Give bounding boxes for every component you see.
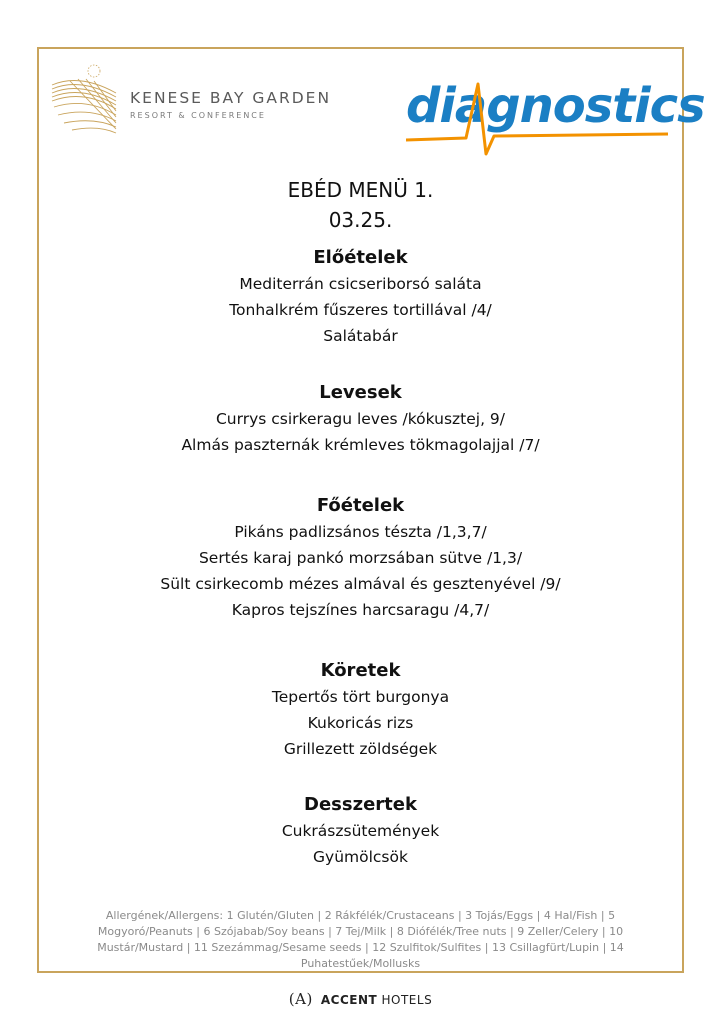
menu-item: Sült csirkecomb mézes almával és gesztenyével /9/ <box>160 575 561 593</box>
section-heading: Köretek <box>320 660 401 681</box>
menu-item: Kapros tejszínes harcsaragu /4,7/ <box>231 601 490 619</box>
diagnostics-logo <box>406 78 705 157</box>
menu-date: 03.25. <box>328 208 393 232</box>
menu-item: Gyümölcsök <box>313 848 408 866</box>
footer-accent: ACCENT <box>320 993 378 1007</box>
menu-item: Cukrászsütemények <box>281 822 440 840</box>
brand-subtitle: RESORT & CONFERENCE <box>130 111 266 120</box>
section-heading: Főételek <box>316 495 405 516</box>
wave-emblem-icon <box>50 63 122 138</box>
accent-mark-icon: (A) <box>288 990 313 1008</box>
section-levesek <box>37 380 684 458</box>
menu-item: Pikáns padlizsános tészta /1,3,7/ <box>234 523 487 541</box>
kenese-bay-garden-logo <box>50 63 350 143</box>
pulse-line-icon <box>406 82 676 157</box>
section-foetelek <box>37 493 684 623</box>
menu-item: Grillezett zöldségek <box>283 740 438 758</box>
accent-hotels-logo <box>0 990 721 1008</box>
section-heading: Desszertek <box>304 794 417 815</box>
section-desszertek <box>37 792 684 870</box>
section-koretek <box>37 658 684 762</box>
menu-item: Mediterrán csicseriborsó saláta <box>239 275 482 293</box>
section-eloetelek <box>37 245 684 349</box>
diagnostics-wordmark: diagnostics <box>406 78 705 134</box>
menu-item: Currys csirkeragu leves /kókusztej, 9/ <box>215 410 506 428</box>
section-heading: Előételek <box>313 247 408 268</box>
section-heading: Levesek <box>319 382 402 403</box>
menu-item: Almás paszternák krémleves tökmagolajjal /7/ <box>181 436 540 454</box>
menu-item: Tonhalkrém fűszeres tortillával /4/ <box>229 301 492 319</box>
menu-item: Salátabár <box>323 327 398 345</box>
menu-item: Sertés karaj pankó morzsában sütve /1,3/ <box>198 549 523 567</box>
menu-item: Kukoricás rizs <box>307 714 414 732</box>
allergen-legend: Allergének/Allergens: 1 Glutén/Gluten | 2 Rákfélék/Crustaceans | 3 Tojás/Eggs | 4 Hal/Fish | 5 Mogyoró/Peanuts | 6 Szójabab/Soy beans | 7 Tej/Milk | 8 Diófélék/Tree nuts | 9 Zeller/Celery | 10 Mustár/Mustard | 11 Szezámmag/Sesame seeds | 12 Szulfitok/Sulfites | 13 Csillagfürt/Lupin | 14 Puhatestűek/Mollusks <box>97 909 624 970</box>
brand-name: KENESE BAY GARDEN <box>130 89 332 107</box>
menu-title: EBÉD MENÜ 1. <box>287 178 434 202</box>
menu-item: Tepertős tört burgonya <box>271 688 450 706</box>
footer-hotels: HOTELS <box>381 993 433 1007</box>
